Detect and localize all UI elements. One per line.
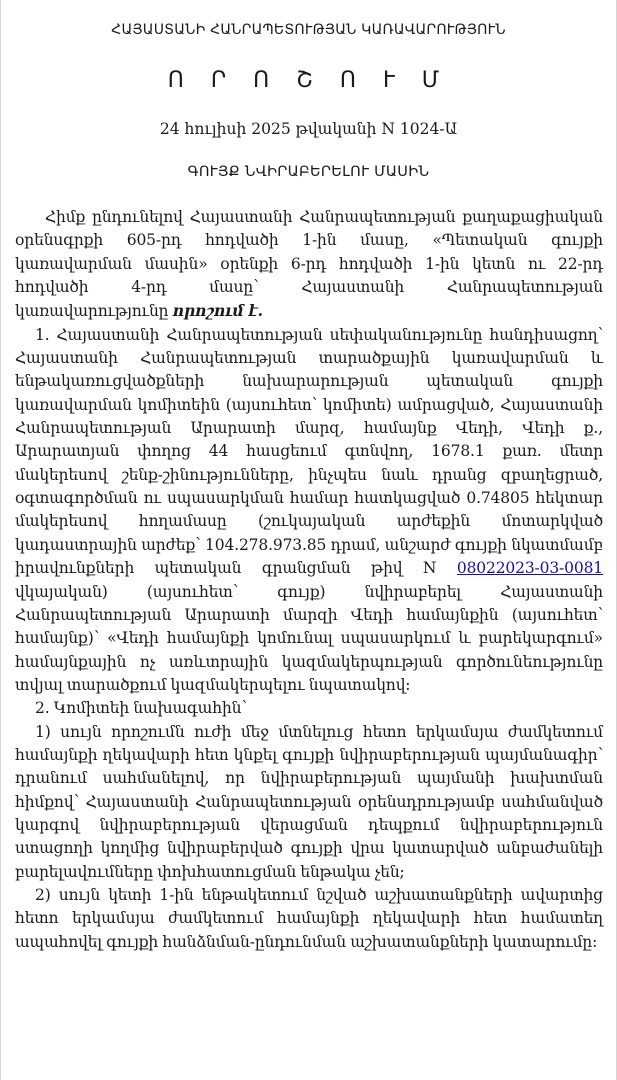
point-2-subpoint-2: 2) սույն կետի 1-ին ենթակետում նշված աշխատանքների ավարտից հետո երկամսյա ժամկետում համայնքի ղեկավարի հետ համատեղ ապահովել գույքի հանձնման-ընդունման աշխատանքների կատարումը: xyxy=(15,885,603,951)
decision-title: Ո Ր Ո Շ Ո Ւ Մ xyxy=(167,68,450,93)
point-1-paragraph xyxy=(15,324,603,698)
point-2-heading: 2. Կոմիտեի նախագահին՝ xyxy=(35,699,247,718)
registration-certificate-link[interactable]: 08022023-03-0081 xyxy=(456,559,603,578)
point-2-subpoint-1: 1) սույն որոշումն ուժի մեջ մտնելուց հետո երկամսյա ժամկետում համայնքի ղեկավարի հետ կնքել գույքի նվիրաբերության պայմանագիր՝ դրանում սահմանելով, որ նվիրաբերության պայմանի խախտման հիմքով՝ Հայաստանի Հանրապետության օրենսդրությամբ սահմանված կարգով նվիրաբերության վերացման դեպքում նվիրաբերություն ստացողի կողմից նվիրաբերված գույքի վրա կատարված անբաժանելի բարելավումները փոխհատուցման ենթակա չեն; xyxy=(15,722,603,881)
preamble-text: Հիմք ընդունելով Հայաստանի Հանրապետության քաղաքացիական օրենսգրքի 605-րդ հոդվածի 1-ին մասը, «Պետական գույքի կառավարման մասին» օրենքի 6-րդ հոդվածի 1-ին կետն ու 22-րդ հոդվածի 4-րդ մասը՝ Հայաստանի Հանրապետության կառավարությունը xyxy=(15,208,603,321)
point-1-text-start: 1. Հայաստանի Հանրապետության սեփականությունը հանդիսացող՝ Հայաստանի Հանրապետության տարածքային կառավարման և ենթակառուցվածքների նախարարության պետական գույքի կառավարման կոմիտեին (այսուհետ՝ կոմիտե) ամրացված, Հայաստանի Հանրապետության Արարատի մարզ, համայնք Վեդի, Վեդի ք., Արարատյան փողոց 44 հասցեում գտնվող, 1678.1 քառ. մետր մակերեսով շենք-շինությունները, ինչպես նաև դրանց զբաղեցրած, օգտագործման ու սպասարկման համար հատկացված 0.74805 հեկտար մակերեսով հողամասը (շուկայական արժեքին մոտարկված կադաստրային արժեք՝ 104.278.973.85 դրամ, անշարժ գույքի նկատմամբ իրավունքների պետական գրանցման թիվ N xyxy=(15,325,603,578)
point-1-text-end: վկայական) (այսուհետ՝ գույք) նվիրաբերել Հայաստանի Հանրապետության Արարատի մարզի Վեդի համայնքին (այսուհետ՝ համայնք)՝ «Վեդի համայնքի կոմունալ սպասարկում և բարեկարգում» համայնքային ոչ առևտրային կազմակերպության գործունեությունը տվյալ տարածքում կազմակերպելու նպատակով: xyxy=(15,582,603,694)
document-body xyxy=(15,206,603,954)
decision-subject: ԳՈՒՅՔ ՆՎԻՐԱԲԵՐԵԼՈՒ ՄԱՍԻՆ xyxy=(187,164,430,180)
preamble-paragraph xyxy=(15,206,603,324)
decision-word: որոշում է. xyxy=(172,301,263,321)
government-heading: ՀԱՅԱՍՏԱՆԻ ՀԱՆՐԱՊԵՏՈՒԹՅԱՆ ԿԱՌԱՎԱՐՈՒԹՅՈՒՆ xyxy=(111,22,506,38)
date-number-line: 24 հուլիսի 2025 թվականի N 1024-Ա xyxy=(159,120,458,138)
